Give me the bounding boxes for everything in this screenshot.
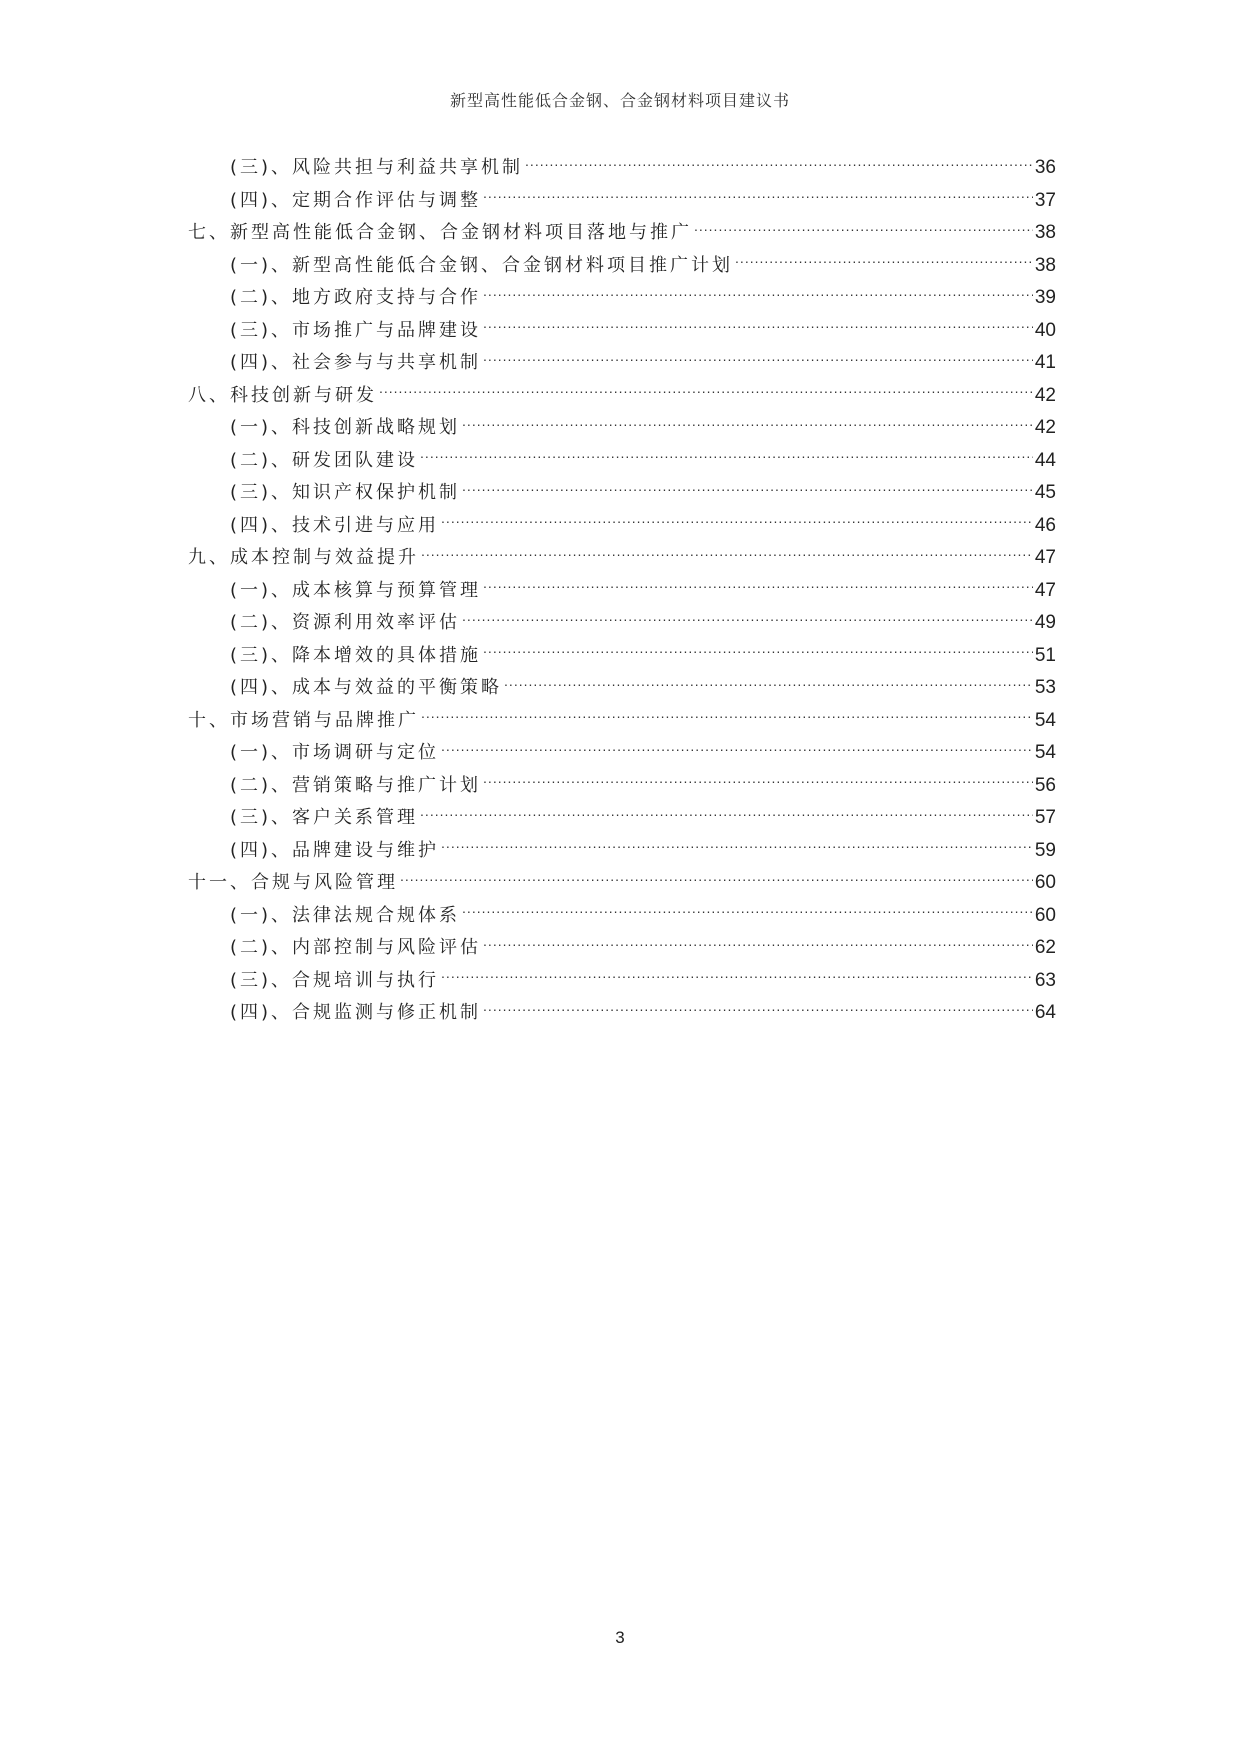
dot-leader [483,643,1033,661]
toc-entry[interactable] [188,932,1056,965]
toc-entry-page: 63 [1034,969,1056,991]
toc-entry[interactable] [188,640,1056,673]
toc-entry[interactable] [188,737,1056,770]
dot-leader [462,415,1033,433]
toc-entry-label: (四)、技术引进与应用 [230,514,440,536]
toc-entry-page: 45 [1034,482,1056,503]
toc-entry-label: (四)、成本与效益的平衡策略 [230,677,503,698]
dot-leader [735,253,1033,271]
toc-entry-label: (三)、知识产权保护机制 [230,482,461,503]
toc-chapter[interactable] [188,380,1056,413]
toc-entry-page: 41 [1034,352,1056,373]
toc-entry[interactable] [188,185,1056,218]
toc-entry-label: (三)、合规培训与执行 [230,969,440,991]
dot-leader [441,740,1033,758]
toc-entry-page: 44 [1034,449,1056,471]
dot-leader [421,545,1033,563]
toc-entry-label: (一)、新型高性能低合金钢、合金钢材料项目推广计划 [230,254,734,276]
toc-entry-label: (四)、社会参与与共享机制 [230,352,482,373]
dot-leader [379,383,1033,401]
toc-entry-label: (三)、市场推广与品牌建设 [230,319,482,341]
toc-entry[interactable] [188,152,1056,185]
toc-entry-page: 54 [1034,742,1056,763]
dot-leader [420,805,1033,823]
dot-leader [420,448,1033,466]
toc-entry-page: 39 [1034,287,1056,308]
toc-entry-page: 53 [1034,677,1056,698]
toc-entry[interactable] [188,900,1056,933]
toc-entry-label: (二)、资源利用效率评估 [230,612,461,633]
toc-entry-label: (三)、客户关系管理 [230,807,419,828]
toc-entry[interactable] [188,282,1056,315]
dot-leader [483,578,1033,596]
toc-entry-label: (二)、研发团队建设 [230,449,419,471]
toc-entry-page: 56 [1034,774,1056,796]
toc-entry[interactable] [188,250,1056,283]
toc-entry-label: 十、市场营销与品牌推广 [188,709,419,731]
toc-entry-page: 38 [1034,222,1056,243]
toc-chapter[interactable] [188,217,1056,250]
toc-chapter[interactable] [188,705,1056,738]
table-of-contents [188,152,1056,1030]
toc-entry-page: 60 [1034,904,1056,926]
dot-leader [400,870,1033,888]
toc-entry-label: 七、新型高性能低合金钢、合金钢材料项目落地与推广 [188,222,692,243]
toc-entry[interactable] [188,347,1056,380]
toc-entry-page: 37 [1034,189,1056,211]
toc-entry[interactable] [188,607,1056,640]
dot-leader [441,513,1033,531]
toc-entry-label: (一)、法律法规合规体系 [230,904,461,926]
toc-entry[interactable] [188,997,1056,1030]
running-header: 新型高性能低合金钢、合金钢材料项目建议书 [449,91,790,110]
toc-entry-page: 38 [1034,254,1056,276]
toc-entry-label: (二)、地方政府支持与合作 [230,287,482,308]
toc-entry-label: (三)、降本增效的具体措施 [230,644,482,666]
toc-entry-label: (四)、定期合作评估与调整 [230,189,482,211]
dot-leader [483,935,1033,953]
dot-leader [483,285,1033,303]
toc-entry-label: (二)、营销策略与推广计划 [230,774,482,796]
toc-entry-page: 36 [1034,157,1056,178]
toc-entry-page: 42 [1034,417,1056,438]
toc-entry-label: (三)、风险共担与利益共享机制 [230,157,524,178]
toc-entry-page: 62 [1034,937,1056,958]
toc-entry-page: 47 [1034,579,1056,601]
toc-entry-label: (一)、科技创新战略规划 [230,417,461,438]
toc-entry[interactable] [188,965,1056,998]
toc-chapter[interactable] [188,867,1056,900]
toc-entry[interactable] [188,412,1056,445]
dot-leader [421,708,1033,726]
page-number: 3 [615,1628,625,1647]
dot-leader [483,350,1033,368]
dot-leader [504,675,1033,693]
toc-entry-label: (四)、合规监测与修正机制 [230,1002,482,1023]
dot-leader [694,220,1033,238]
toc-entry-page: 47 [1034,547,1056,568]
toc-entry[interactable] [188,510,1056,543]
dot-leader [483,1000,1033,1018]
toc-entry-label: 八、科技创新与研发 [188,384,377,406]
toc-entry-page: 46 [1034,514,1056,536]
toc-entry-page: 64 [1034,1002,1056,1023]
toc-entry-label: (二)、内部控制与风险评估 [230,937,482,958]
dot-leader [483,188,1033,206]
toc-entry-page: 51 [1034,644,1056,666]
toc-entry-page: 42 [1034,384,1056,406]
toc-entry[interactable] [188,802,1056,835]
toc-entry[interactable] [188,575,1056,608]
toc-entry[interactable] [188,315,1056,348]
dot-leader [483,773,1033,791]
dot-leader [462,480,1033,498]
toc-entry-label: (一)、市场调研与定位 [230,742,440,763]
toc-entry-label: 九、成本控制与效益提升 [188,547,419,568]
toc-entry-label: (一)、成本核算与预算管理 [230,579,482,601]
dot-leader [483,318,1033,336]
toc-entry-label: 十一、合规与风险管理 [188,872,398,893]
toc-entry[interactable] [188,672,1056,705]
toc-entry[interactable] [188,477,1056,510]
toc-entry-page: 40 [1034,319,1056,341]
toc-entry-page: 59 [1034,839,1056,861]
toc-entry-label: (四)、品牌建设与维护 [230,839,440,861]
toc-entry-page: 54 [1034,709,1056,731]
toc-entry[interactable] [188,445,1056,478]
toc-entry[interactable] [188,835,1056,868]
toc-chapter[interactable] [188,542,1056,575]
toc-entry-page: 49 [1034,612,1056,633]
dot-leader [462,610,1033,628]
dot-leader [441,838,1033,856]
toc-entry-page: 60 [1034,872,1056,893]
dot-leader [525,155,1033,173]
dot-leader [441,968,1033,986]
dot-leader [462,903,1033,921]
toc-entry[interactable] [188,770,1056,803]
toc-entry-page: 57 [1034,807,1056,828]
